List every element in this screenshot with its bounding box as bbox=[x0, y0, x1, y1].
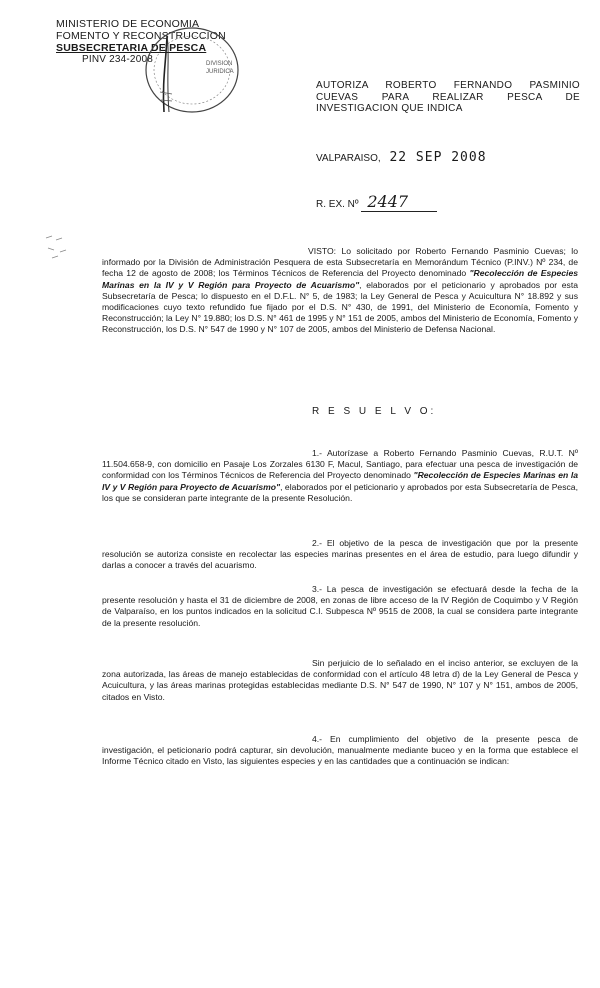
visto-paragraph: VISTO: Lo solicitado por Roberto Fernando Pasminio Cuevas; lo informado por la División de Administración Pesquera de esta Subsecretaría en Memorándum Técnico (P.INV.) Nº 234, de fecha 12 de agosto de 2008; los Términos Técnicos de Referencia del Proyecto denominado "Recolección de Especies Marinas en la IV y V Región para Proyecto de Acuarismo", elaborados por el peticionario y aprobados por esta Subsecretaría de Pesca; lo dispuesto en el D.F.L. N° 5, de 1983; la Ley General de Pesca y Acuicultura N° 18.892 y sus modificaciones cuyo texto refundido fue fijado por el D.S. N° 430, de 1991, del Ministerio de Economía, Fomento y Reconstrucción; la Ley N° 19.880; los D.S. N° 461 de 1995 y N° 151 de 2005, ambos del Ministerio de Economía, Fomento y Reconstrucción, los D.S. N° 547 de 1990 y N° 107 de 2005, ambos del Ministerio de Defensa Nacional. bbox=[102, 246, 579, 335]
margin-scribble-icon bbox=[44, 232, 78, 262]
resuelvo-heading: R E S U E L V O: bbox=[312, 406, 437, 417]
article-3-exclusions: Sin perjuicio de lo señalado en el inciso anterior, se excluyen de la zona autorizada, las áreas de manejo establecidas de conformidad con el artículo 48 letra d) de la Ley General de Pesca y Acuicultura, y las áreas marinas protegidas establecidas mediante D.S. N° 547 de 1990, N° 107 y N° 151, ambos de 2005, citados en Visto. bbox=[102, 658, 578, 702]
margin-marks bbox=[44, 232, 78, 265]
ministry-name: MINISTERIO DE ECONOMIA bbox=[56, 18, 200, 30]
project-name: "Recolección de Especies Marinas en la IV y V Región para Proyecto de Acuarismo" bbox=[102, 268, 579, 290]
article-3: 3.- La pesca de investigación se efectuará desde la fecha de la presente resolución y hasta el 31 de diciembre de 2008, en zonas de libre acceso de la IV Región de Coquimbo y V Región de Valparaíso, en los puntos indicados en la solicitud C.I. Subpesca Nº 9515 de 2008, la cual se considera parte integrante de la presente resolución. bbox=[102, 584, 578, 628]
date-line bbox=[316, 150, 487, 165]
date-place: VALPARAISO, bbox=[316, 153, 381, 164]
resolution-number: 2447 bbox=[361, 192, 437, 212]
article-1-project-name: "Recolección de Especies Marinas en la IV y V Región para Proyecto de Acuarismo" bbox=[102, 470, 578, 492]
resolution-prefix: R. EX. Nº bbox=[316, 199, 359, 210]
article-4: 4.- En cumplimiento del objetivo de la presente pesca de investigación, el peticionario podrá capturar, sin devolución, manualmente mediante buceo y en la forma que establece el Informe Técnico citado en Visto, las siguientes especies y en las cantidades que a continuación se indican: bbox=[102, 734, 578, 767]
resolution-number-line bbox=[316, 192, 437, 212]
seal-division-label: DIVISION JURIDICA bbox=[206, 61, 234, 75]
resolution-title: AUTORIZA ROBERTO FERNANDO PASMINIO CUEVAS PARA REALIZAR PESCA DE INVESTIGACION QUE INDICA bbox=[316, 80, 580, 114]
article-2: 2.- El objetivo de la pesca de investigación que por la presente resolución se autoriza consiste en recolectar las especies marinas presentes en el área de estudio, para luego difundir y darlas a conocer a través del acuarismo. bbox=[102, 538, 578, 571]
article-1: 1.- Autorízase a Roberto Fernando Pasminio Cuevas, R.U.T. Nº 11.504.658-9, con domicilio en Pasaje Los Zorzales 6130 F, Macul, Santiago, para efectuar una pesca de investigación de conformidad con los Términos Técnicos de Referencia del Proyecto denominado "Recolección de Especies Marinas en la IV y V Región para Proyecto de Acuarismo", elaborados por el peticionario y aprobados por esta Subsecretaría de Pesca, los que se consideran parte integrante de la presente Resolución. bbox=[102, 448, 578, 503]
subsecretaria-name: SUBSECRETARIA DE PESCA bbox=[56, 42, 207, 54]
visto-label: VISTO: bbox=[308, 246, 337, 256]
pinv-reference: PINV 234-2008 bbox=[82, 54, 153, 65]
ministry-subtitle: FOMENTO Y RECONSTRUCCION bbox=[56, 30, 226, 42]
date-stamp: 22 SEP 2008 bbox=[389, 150, 487, 165]
